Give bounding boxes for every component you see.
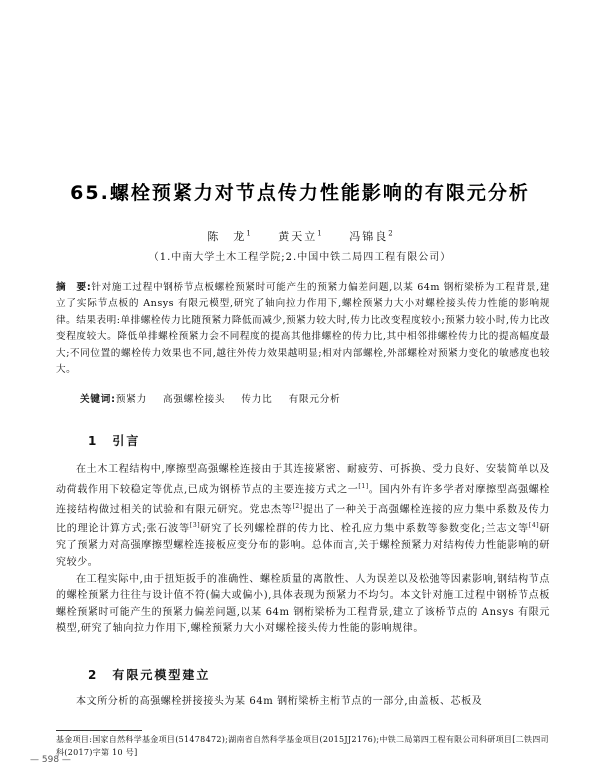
keyword: 有限元分析 [288,394,341,405]
page-number: — 598 — [30,755,71,765]
section-title: 有限元模型建立 [112,668,211,682]
author-list [0,228,600,244]
paragraph-text: 提出了一种关于高强螺栓连接的应力集中系数及传力比的理论计算方式;张石波等 [56,503,550,535]
author-name: 冯锦良 [349,230,389,243]
section-number: 2 [88,668,99,682]
paragraph-text: 研究了预紧力对高强摩擦型螺栓连接板应变分布的影响。总体而言,关于螺栓预紧力对结构传力性能影响的研究较少。 [56,523,550,568]
section-2-body [56,694,550,711]
keyword: 传力比 [241,394,273,405]
section-number: 1 [88,434,99,448]
keyword: 预紧力 [115,394,148,405]
author-name: 陈 龙 [207,230,247,243]
paragraph-text: 研究了长列螺栓群的传力比、栓孔应力集中系数等参数变化;兰志文等 [200,523,529,535]
keywords [80,391,357,405]
citation: [3] [189,522,201,530]
abstract [56,280,550,378]
footnote: 基金项目:国家自然科学基金项目(51478472);湖南省自然科学基金项目(2015JJ2176);中铁二局第四工程有限公司科研项目[二铁四司科(2017)字第 10 号] [56,735,549,757]
section-1-body [56,462,550,638]
abstract-text: 针对施工过程中钢桥节点板螺栓预紧时可能产生的预紧力偏差问题,以某 64m 钢桁梁桥为工程背景,建立了实际节点板的 Ansys 有限元模型,研究了轴向拉力作用下,螺栓预紧力大小对螺栓接头传力性能的影响规律。结果表明:单排螺栓传力比随预紧力降低而减少,预紧力较大时,传力比改变程度较小;预紧力较小时,传力比改变程度较大。降低单排螺栓预紧力会不同程度的提高其他排螺栓的传力比,其中相邻排螺栓传力比的提高幅度最大;不同位置的螺栓传力效果也不同,越往外传力效果越明显;相对内部螺栓,外部螺栓对预紧力变化的敏感度也较大。 [56,282,550,376]
citation: [1] [358,482,369,490]
paragraph-text: 。国内外有许多学者对摩擦型高强螺栓连接结构做过相关的试验和有限元研究。党忠杰等 [56,483,551,515]
keyword: 高强螺栓接头 [163,394,226,405]
paper-title: 65.螺栓预紧力对节点传力性能影响的有限元分析 [70,182,530,204]
author-affil-mark: 2 [388,229,393,238]
citation: [2] [292,502,303,510]
paragraph: 本文所分析的高强螺栓拼接接头为某 64m 钢桁梁桥主桁节点的一部分,由盖板、芯板及 [76,696,483,707]
author-affil-mark: 1 [246,229,251,238]
affiliation: （1.中南大学土木工程学院;2.中国中铁二局四工程有限公司） [148,252,452,263]
abstract-label: 摘 要: [56,282,92,293]
paragraph-text: 在土木工程结构中,摩擦型高强螺栓连接由于其连接紧密、耐疲劳、可拆换、受力良好、安装简单以及动荷载作用下较稳定等优点,已成为钢桥节点的主要连接方式之一 [56,464,550,495]
footnote-divider [56,730,142,731]
author-affil-mark: 1 [317,229,322,238]
author-name: 黄天立 [278,230,318,243]
section-heading [88,666,210,683]
keywords-label: 关键词: [80,394,116,405]
paragraph [56,462,550,572]
paragraph: 在工程实际中,由于扭矩扳手的准确性、螺栓质量的离散性、人为误差以及松弛等因素影响,钢结构节点的螺栓预紧力往往与设计值不符(偏大或偏小),具体表现为预紧力不均匀。本文针对施工过程中钢桥节点板螺栓预紧时可能产生的预紧力偏差问题,以某 64m 钢桁梁桥为工程背景,建立了该桥节点的 Ansys 有限元模型,研究了轴向拉力作用下,螺栓预紧力大小对螺栓接头传力性能的影响规律。 [56,573,550,635]
section-heading [88,432,140,449]
citation: [4] [528,522,540,530]
section-title: 引言 [112,434,141,448]
